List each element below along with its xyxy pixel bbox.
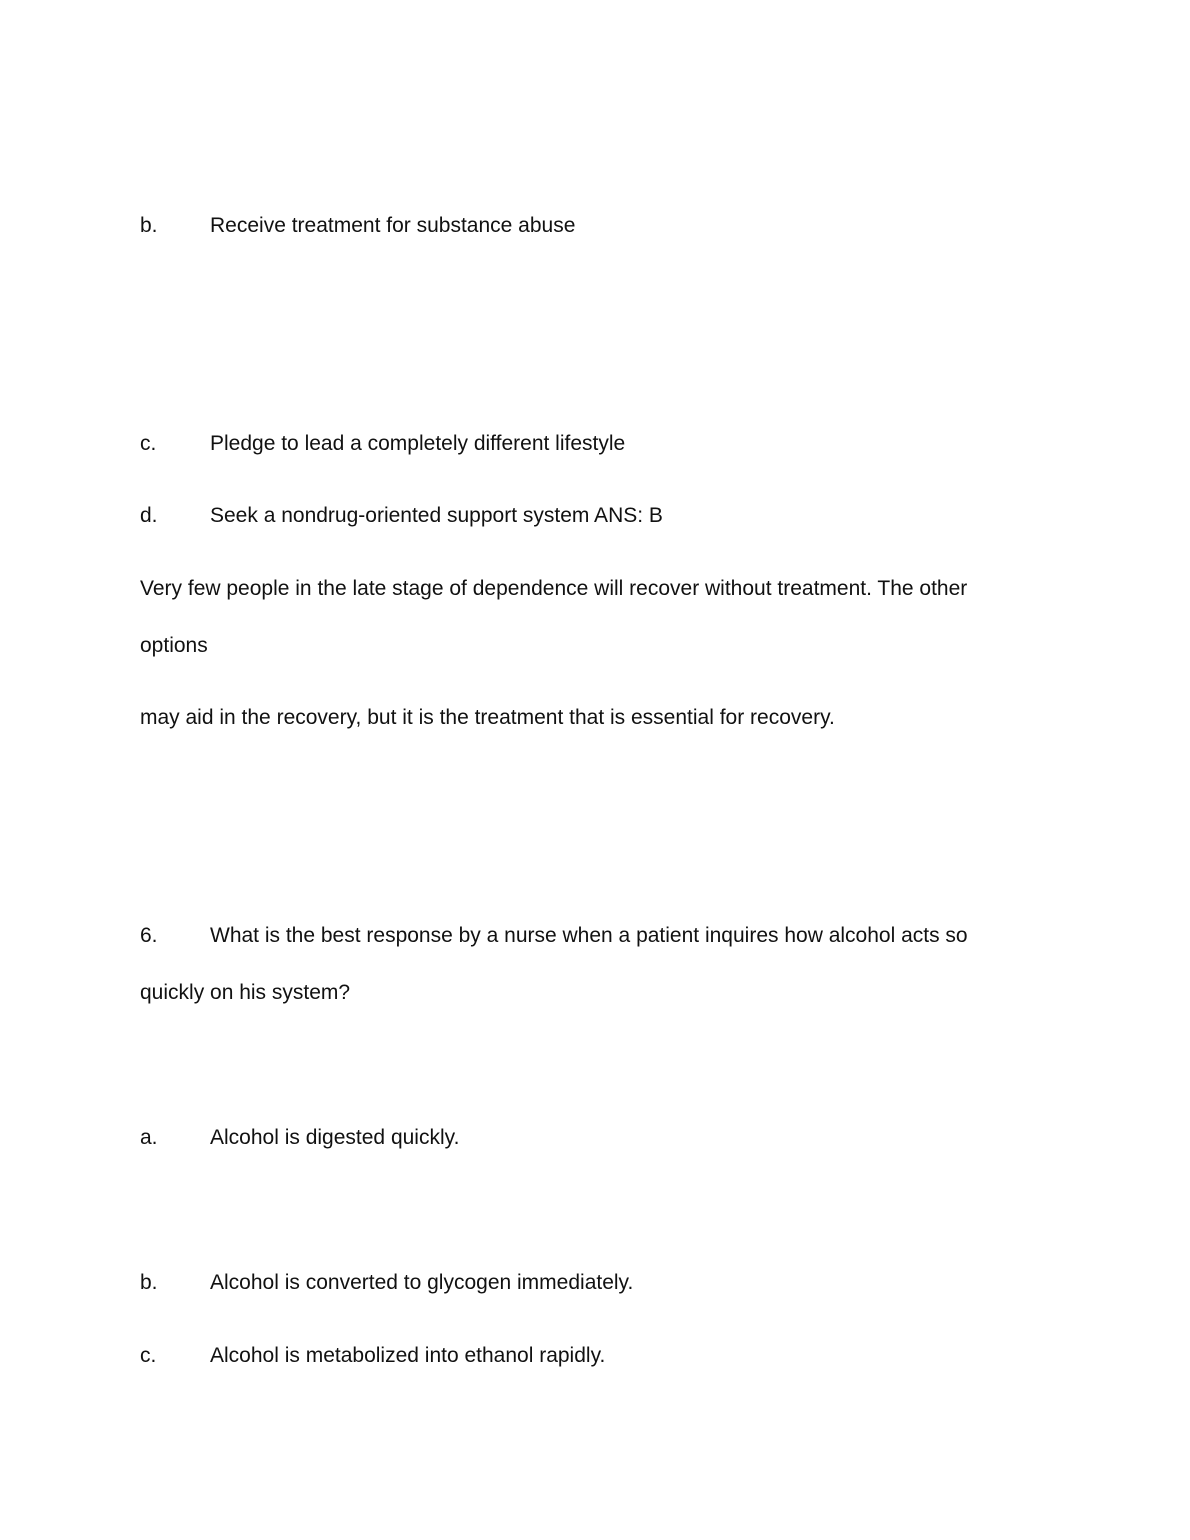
option-text: Seek a nondrug-oriented support system ANS: B [210, 504, 663, 527]
rationale-line-1: Very few people in the late stage of dependence will recover without treatment. The other [140, 577, 968, 600]
question-6-stem [140, 922, 968, 950]
question-text: What is the best response by a nurse when a patient inquires how alcohol acts so [210, 924, 968, 947]
option-label: a. [140, 1126, 158, 1149]
answer-option-a [140, 1124, 459, 1152]
option-text: Alcohol is converted to glycogen immediately. [210, 1271, 634, 1294]
option-label: b. [140, 214, 158, 237]
option-label: b. [140, 1271, 158, 1294]
question-6-stem-continued: quickly on his system? [140, 981, 351, 1004]
answer-option-c [140, 1342, 605, 1370]
option-text: Receive treatment for substance abuse [210, 214, 576, 237]
option-label: c. [140, 432, 157, 455]
option-text: Alcohol is digested quickly. [210, 1126, 460, 1149]
option-label: d. [140, 504, 158, 527]
option-text: Pledge to lead a completely different lifestyle [210, 432, 626, 455]
answer-option-b [140, 1269, 633, 1297]
option-label: c. [140, 1344, 157, 1367]
answer-option-b-previous [140, 212, 575, 240]
answer-option-c-previous [140, 430, 625, 458]
rationale-line-2: options [140, 634, 208, 657]
option-text: Alcohol is metabolized into ethanol rapidly. [210, 1344, 606, 1367]
answer-option-d-previous [140, 502, 663, 530]
question-number: 6. [140, 924, 158, 947]
rationale-line-3: may aid in the recovery, but it is the treatment that is essential for recovery. [140, 706, 835, 729]
